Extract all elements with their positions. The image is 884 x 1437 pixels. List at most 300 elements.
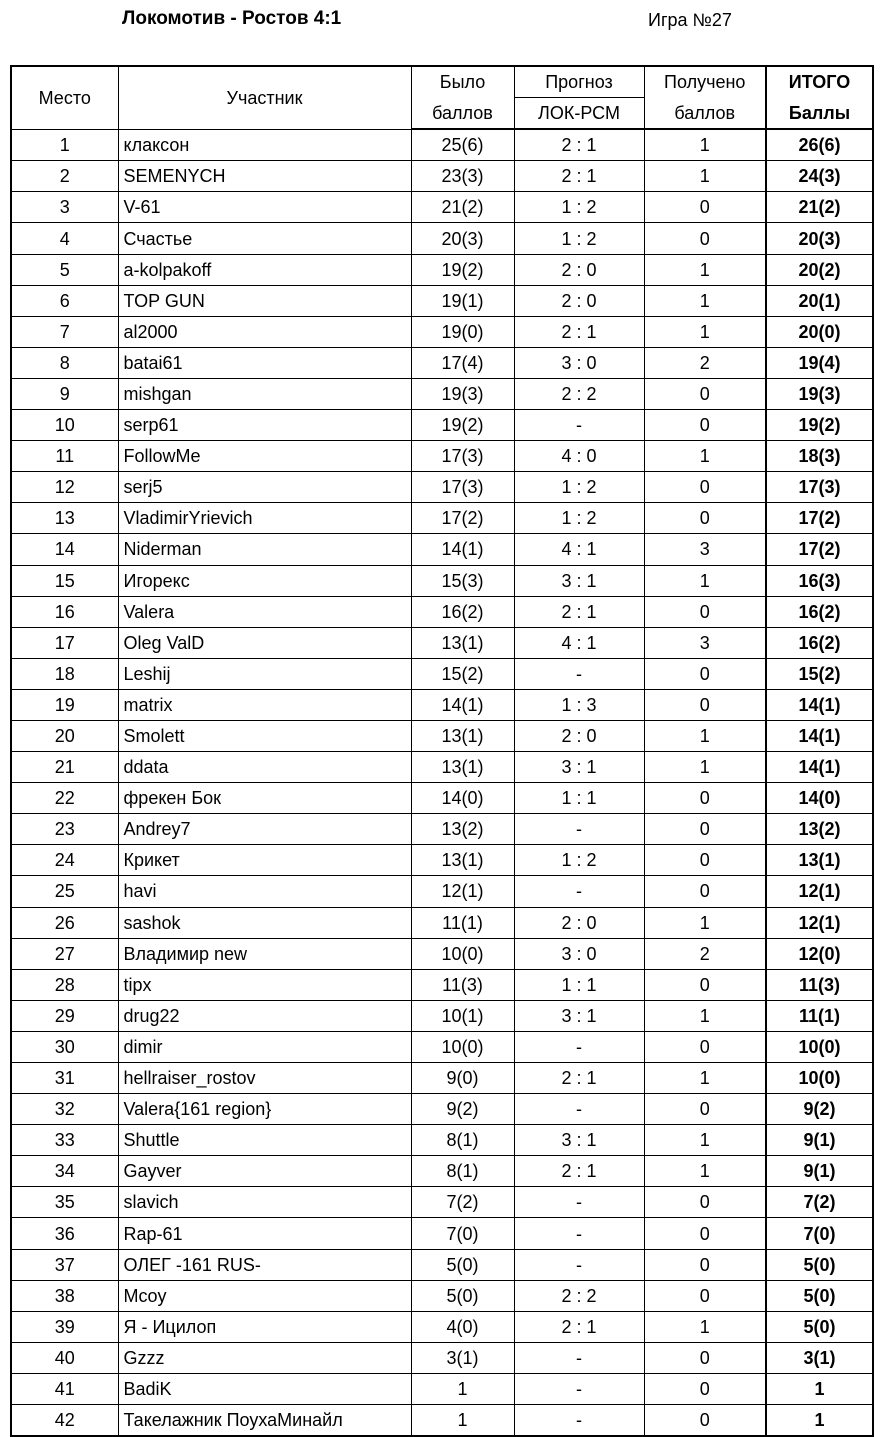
- table-row: [11, 192, 873, 223]
- was-points-cell: 7(2): [411, 1187, 514, 1218]
- received-points-cell: 0: [644, 503, 766, 534]
- place-cell: 33: [11, 1125, 118, 1156]
- received-points-cell: 0: [644, 1280, 766, 1311]
- forecast-cell: 2 : 1: [514, 1063, 644, 1094]
- header-forecast-line1: Прогноз: [514, 66, 644, 98]
- received-points-cell: 1: [644, 254, 766, 285]
- received-points-cell: 2: [644, 347, 766, 378]
- header-was-line2: баллов: [411, 98, 514, 130]
- forecast-cell: 1 : 3: [514, 689, 644, 720]
- table-row: [11, 316, 873, 347]
- total-points-cell: 5(0): [766, 1280, 873, 1311]
- table-row: [11, 223, 873, 254]
- total-points-cell: 14(1): [766, 752, 873, 783]
- received-points-cell: 0: [644, 1094, 766, 1125]
- received-points-cell: 0: [644, 845, 766, 876]
- total-points-cell: 1: [766, 1373, 873, 1404]
- participant-cell: Shuttle: [118, 1125, 411, 1156]
- participant-cell: Valera{161 region}: [118, 1094, 411, 1125]
- participant-cell: Gzzz: [118, 1342, 411, 1373]
- participant-cell: фрекен Бок: [118, 783, 411, 814]
- was-points-cell: 15(2): [411, 658, 514, 689]
- received-points-cell: 0: [644, 192, 766, 223]
- table-row: [11, 285, 873, 316]
- forecast-cell: -: [514, 1094, 644, 1125]
- received-points-cell: 1: [644, 1125, 766, 1156]
- total-points-cell: 16(3): [766, 565, 873, 596]
- header-total-line1: ИТОГО: [766, 66, 873, 98]
- total-points-cell: 14(1): [766, 689, 873, 720]
- total-points-cell: 20(1): [766, 285, 873, 316]
- table-row: [11, 938, 873, 969]
- forecast-cell: 4 : 1: [514, 627, 644, 658]
- was-points-cell: 19(0): [411, 316, 514, 347]
- place-cell: 7: [11, 316, 118, 347]
- received-points-cell: 1: [644, 1156, 766, 1187]
- was-points-cell: 4(0): [411, 1311, 514, 1342]
- received-points-cell: 0: [644, 1249, 766, 1280]
- table-row: [11, 1280, 873, 1311]
- was-points-cell: 14(0): [411, 783, 514, 814]
- received-points-cell: 1: [644, 752, 766, 783]
- total-points-cell: 9(1): [766, 1156, 873, 1187]
- was-points-cell: 10(0): [411, 1031, 514, 1062]
- participant-cell: sashok: [118, 907, 411, 938]
- table-row: [11, 1405, 873, 1437]
- was-points-cell: 9(0): [411, 1063, 514, 1094]
- total-points-cell: 19(2): [766, 410, 873, 441]
- received-points-cell: 0: [644, 596, 766, 627]
- place-cell: 35: [11, 1187, 118, 1218]
- was-points-cell: 13(2): [411, 814, 514, 845]
- forecast-cell: 3 : 0: [514, 347, 644, 378]
- forecast-cell: 2 : 1: [514, 161, 644, 192]
- received-points-cell: 1: [644, 285, 766, 316]
- was-points-cell: 21(2): [411, 192, 514, 223]
- forecast-cell: 2 : 0: [514, 720, 644, 751]
- was-points-cell: 13(1): [411, 627, 514, 658]
- place-cell: 19: [11, 689, 118, 720]
- was-points-cell: 13(1): [411, 845, 514, 876]
- was-points-cell: 7(0): [411, 1218, 514, 1249]
- forecast-cell: -: [514, 1342, 644, 1373]
- participant-cell: mishgan: [118, 378, 411, 409]
- total-points-cell: 18(3): [766, 441, 873, 472]
- received-points-cell: 0: [644, 876, 766, 907]
- participant-cell: Я - Ицилоп: [118, 1311, 411, 1342]
- table-row: [11, 534, 873, 565]
- forecast-cell: 4 : 1: [514, 534, 644, 565]
- table-row: [11, 1311, 873, 1342]
- forecast-cell: 2 : 0: [514, 907, 644, 938]
- received-points-cell: 3: [644, 534, 766, 565]
- received-points-cell: 0: [644, 1373, 766, 1404]
- table-row: [11, 814, 873, 845]
- participant-cell: Valera: [118, 596, 411, 627]
- forecast-cell: -: [514, 410, 644, 441]
- total-points-cell: 13(1): [766, 845, 873, 876]
- forecast-cell: -: [514, 1249, 644, 1280]
- place-cell: 28: [11, 969, 118, 1000]
- participant-cell: Niderman: [118, 534, 411, 565]
- participant-cell: Leshij: [118, 658, 411, 689]
- place-cell: 6: [11, 285, 118, 316]
- table-row: [11, 347, 873, 378]
- total-points-cell: 12(1): [766, 907, 873, 938]
- was-points-cell: 10(0): [411, 938, 514, 969]
- table-row: [11, 441, 873, 472]
- total-points-cell: 7(2): [766, 1187, 873, 1218]
- table-row: [11, 596, 873, 627]
- total-points-cell: 14(0): [766, 783, 873, 814]
- place-cell: 22: [11, 783, 118, 814]
- standings-body: [11, 129, 873, 1436]
- place-cell: 17: [11, 627, 118, 658]
- table-row: [11, 1156, 873, 1187]
- total-points-cell: 20(2): [766, 254, 873, 285]
- table-row: [11, 503, 873, 534]
- participant-cell: Oleg ValD: [118, 627, 411, 658]
- table-row: [11, 472, 873, 503]
- received-points-cell: 0: [644, 1187, 766, 1218]
- participant-cell: matrix: [118, 689, 411, 720]
- was-points-cell: 17(3): [411, 441, 514, 472]
- place-cell: 40: [11, 1342, 118, 1373]
- total-points-cell: 14(1): [766, 720, 873, 751]
- forecast-cell: 3 : 1: [514, 1125, 644, 1156]
- total-points-cell: 1: [766, 1405, 873, 1437]
- forecast-cell: -: [514, 1405, 644, 1437]
- participant-cell: serp61: [118, 410, 411, 441]
- was-points-cell: 9(2): [411, 1094, 514, 1125]
- was-points-cell: 12(1): [411, 876, 514, 907]
- was-points-cell: 5(0): [411, 1280, 514, 1311]
- participant-cell: TOP GUN: [118, 285, 411, 316]
- header-forecast-line2: ЛОК-РСМ: [514, 98, 644, 130]
- forecast-cell: 2 : 1: [514, 316, 644, 347]
- received-points-cell: 0: [644, 689, 766, 720]
- total-points-cell: 17(2): [766, 503, 873, 534]
- forecast-cell: 2 : 2: [514, 1280, 644, 1311]
- participant-cell: tipx: [118, 969, 411, 1000]
- was-points-cell: 13(1): [411, 752, 514, 783]
- table-row: [11, 565, 873, 596]
- total-points-cell: 16(2): [766, 596, 873, 627]
- forecast-cell: 1 : 2: [514, 223, 644, 254]
- table-row: [11, 1031, 873, 1062]
- was-points-cell: 14(1): [411, 534, 514, 565]
- total-points-cell: 7(0): [766, 1218, 873, 1249]
- participant-cell: клаксон: [118, 129, 411, 161]
- received-points-cell: 1: [644, 1063, 766, 1094]
- place-cell: 31: [11, 1063, 118, 1094]
- participant-cell: VladimirYrievich: [118, 503, 411, 534]
- total-points-cell: 15(2): [766, 658, 873, 689]
- participant-cell: Владимир new: [118, 938, 411, 969]
- was-points-cell: 10(1): [411, 1000, 514, 1031]
- received-points-cell: 0: [644, 1031, 766, 1062]
- total-points-cell: 11(3): [766, 969, 873, 1000]
- place-cell: 25: [11, 876, 118, 907]
- forecast-cell: -: [514, 876, 644, 907]
- was-points-cell: 3(1): [411, 1342, 514, 1373]
- received-points-cell: 0: [644, 472, 766, 503]
- total-points-cell: 26(6): [766, 129, 873, 161]
- place-cell: 14: [11, 534, 118, 565]
- header-was-line1: Было: [411, 66, 514, 98]
- place-cell: 42: [11, 1405, 118, 1437]
- participant-cell: hellraiser_rostov: [118, 1063, 411, 1094]
- participant-cell: Счастье: [118, 223, 411, 254]
- was-points-cell: 16(2): [411, 596, 514, 627]
- received-points-cell: 0: [644, 410, 766, 441]
- participant-cell: BadiK: [118, 1373, 411, 1404]
- total-points-cell: 10(0): [766, 1031, 873, 1062]
- header-received-line2: баллов: [644, 98, 766, 130]
- was-points-cell: 17(4): [411, 347, 514, 378]
- header-total-line2: Баллы: [766, 98, 873, 130]
- participant-cell: ddata: [118, 752, 411, 783]
- participant-cell: Rap-61: [118, 1218, 411, 1249]
- place-cell: 2: [11, 161, 118, 192]
- was-points-cell: 1: [411, 1373, 514, 1404]
- total-points-cell: 13(2): [766, 814, 873, 845]
- total-points-cell: 3(1): [766, 1342, 873, 1373]
- received-points-cell: 1: [644, 129, 766, 161]
- was-points-cell: 19(2): [411, 410, 514, 441]
- total-points-cell: 9(1): [766, 1125, 873, 1156]
- forecast-cell: 2 : 0: [514, 285, 644, 316]
- was-points-cell: 11(3): [411, 969, 514, 1000]
- total-points-cell: 12(0): [766, 938, 873, 969]
- was-points-cell: 19(2): [411, 254, 514, 285]
- participant-cell: V-61: [118, 192, 411, 223]
- table-row: [11, 129, 873, 161]
- place-cell: 10: [11, 410, 118, 441]
- received-points-cell: 1: [644, 565, 766, 596]
- was-points-cell: 15(3): [411, 565, 514, 596]
- participant-cell: a-kolpakoff: [118, 254, 411, 285]
- place-cell: 36: [11, 1218, 118, 1249]
- total-points-cell: 9(2): [766, 1094, 873, 1125]
- table-row: [11, 627, 873, 658]
- was-points-cell: 19(3): [411, 378, 514, 409]
- table-row: [11, 907, 873, 938]
- place-cell: 18: [11, 658, 118, 689]
- received-points-cell: 0: [644, 783, 766, 814]
- participant-cell: Smolett: [118, 720, 411, 751]
- participant-cell: drug22: [118, 1000, 411, 1031]
- place-cell: 4: [11, 223, 118, 254]
- participant-cell: FollowMe: [118, 441, 411, 472]
- total-points-cell: 20(3): [766, 223, 873, 254]
- forecast-cell: 3 : 1: [514, 752, 644, 783]
- total-points-cell: 5(0): [766, 1311, 873, 1342]
- game-number: Игра №27: [648, 10, 732, 30]
- forecast-cell: 1 : 2: [514, 472, 644, 503]
- forecast-cell: 2 : 0: [514, 254, 644, 285]
- received-points-cell: 1: [644, 316, 766, 347]
- place-cell: 20: [11, 720, 118, 751]
- total-points-cell: 12(1): [766, 876, 873, 907]
- table-row: [11, 752, 873, 783]
- place-cell: 3: [11, 192, 118, 223]
- table-row: [11, 1218, 873, 1249]
- forecast-cell: 2 : 1: [514, 1311, 644, 1342]
- total-points-cell: 16(2): [766, 627, 873, 658]
- participant-cell: al2000: [118, 316, 411, 347]
- total-points-cell: 5(0): [766, 1249, 873, 1280]
- place-cell: 12: [11, 472, 118, 503]
- was-points-cell: 1: [411, 1405, 514, 1437]
- forecast-cell: 2 : 1: [514, 1156, 644, 1187]
- place-cell: 34: [11, 1156, 118, 1187]
- was-points-cell: 19(1): [411, 285, 514, 316]
- header-place: Место: [11, 66, 118, 129]
- forecast-cell: -: [514, 814, 644, 845]
- table-row: [11, 1187, 873, 1218]
- was-points-cell: 14(1): [411, 689, 514, 720]
- place-cell: 29: [11, 1000, 118, 1031]
- table-row: [11, 689, 873, 720]
- received-points-cell: 1: [644, 1000, 766, 1031]
- table-row: [11, 1373, 873, 1404]
- place-cell: 32: [11, 1094, 118, 1125]
- place-cell: 23: [11, 814, 118, 845]
- table-row: [11, 1094, 873, 1125]
- table-row: [11, 1063, 873, 1094]
- received-points-cell: 1: [644, 441, 766, 472]
- was-points-cell: 20(3): [411, 223, 514, 254]
- received-points-cell: 1: [644, 720, 766, 751]
- forecast-cell: 2 : 1: [514, 596, 644, 627]
- received-points-cell: 1: [644, 161, 766, 192]
- was-points-cell: 8(1): [411, 1156, 514, 1187]
- received-points-cell: 0: [644, 378, 766, 409]
- total-points-cell: 17(3): [766, 472, 873, 503]
- forecast-cell: 2 : 1: [514, 129, 644, 161]
- forecast-cell: 3 : 0: [514, 938, 644, 969]
- place-cell: 9: [11, 378, 118, 409]
- forecast-cell: 1 : 2: [514, 503, 644, 534]
- was-points-cell: 5(0): [411, 1249, 514, 1280]
- participant-cell: dimir: [118, 1031, 411, 1062]
- header-received-line1: Получено: [644, 66, 766, 98]
- forecast-cell: -: [514, 1218, 644, 1249]
- was-points-cell: 8(1): [411, 1125, 514, 1156]
- participant-cell: Крикет: [118, 845, 411, 876]
- participant-cell: ОЛЕГ -161 RUS-: [118, 1249, 411, 1280]
- place-cell: 39: [11, 1311, 118, 1342]
- received-points-cell: 3: [644, 627, 766, 658]
- place-cell: 30: [11, 1031, 118, 1062]
- standings-table: [10, 65, 874, 1437]
- place-cell: 37: [11, 1249, 118, 1280]
- received-points-cell: 1: [644, 1311, 766, 1342]
- place-cell: 1: [11, 129, 118, 161]
- total-points-cell: 21(2): [766, 192, 873, 223]
- participant-cell: Andrey7: [118, 814, 411, 845]
- participant-cell: SEMENYCH: [118, 161, 411, 192]
- forecast-cell: 2 : 2: [514, 378, 644, 409]
- table-row: [11, 720, 873, 751]
- table-row: [11, 254, 873, 285]
- received-points-cell: 0: [644, 814, 766, 845]
- table-row: [11, 783, 873, 814]
- total-points-cell: 19(4): [766, 347, 873, 378]
- total-points-cell: 19(3): [766, 378, 873, 409]
- was-points-cell: 11(1): [411, 907, 514, 938]
- forecast-cell: 1 : 1: [514, 783, 644, 814]
- received-points-cell: 0: [644, 1218, 766, 1249]
- received-points-cell: 1: [644, 907, 766, 938]
- place-cell: 11: [11, 441, 118, 472]
- table-row: [11, 1342, 873, 1373]
- participant-cell: Gayver: [118, 1156, 411, 1187]
- was-points-cell: 17(3): [411, 472, 514, 503]
- forecast-cell: -: [514, 1373, 644, 1404]
- participant-cell: Такелажник ПоухаМинайл: [118, 1405, 411, 1437]
- forecast-cell: -: [514, 658, 644, 689]
- forecast-cell: 1 : 2: [514, 845, 644, 876]
- received-points-cell: 0: [644, 1405, 766, 1437]
- received-points-cell: 0: [644, 1342, 766, 1373]
- total-points-cell: 20(0): [766, 316, 873, 347]
- place-cell: 24: [11, 845, 118, 876]
- received-points-cell: 0: [644, 969, 766, 1000]
- was-points-cell: 17(2): [411, 503, 514, 534]
- received-points-cell: 2: [644, 938, 766, 969]
- forecast-cell: 3 : 1: [514, 565, 644, 596]
- match-title: Локомотив - Ростов 4:1: [122, 8, 342, 29]
- table-row: [11, 410, 873, 441]
- place-cell: 5: [11, 254, 118, 285]
- participant-cell: Mcoy: [118, 1280, 411, 1311]
- participant-cell: slavich: [118, 1187, 411, 1218]
- forecast-cell: 3 : 1: [514, 1000, 644, 1031]
- received-points-cell: 0: [644, 658, 766, 689]
- table-row: [11, 161, 873, 192]
- table-row: [11, 658, 873, 689]
- table-row: [11, 1249, 873, 1280]
- table-row: [11, 1000, 873, 1031]
- total-points-cell: 17(2): [766, 534, 873, 565]
- place-cell: 21: [11, 752, 118, 783]
- forecast-cell: -: [514, 1187, 644, 1218]
- place-cell: 41: [11, 1373, 118, 1404]
- place-cell: 13: [11, 503, 118, 534]
- total-points-cell: 10(0): [766, 1063, 873, 1094]
- header-participant: Участник: [118, 66, 411, 129]
- table-row: [11, 1125, 873, 1156]
- total-points-cell: 24(3): [766, 161, 873, 192]
- place-cell: 15: [11, 565, 118, 596]
- table-row: [11, 378, 873, 409]
- table-row: [11, 969, 873, 1000]
- total-points-cell: 11(1): [766, 1000, 873, 1031]
- forecast-cell: 1 : 2: [514, 192, 644, 223]
- place-cell: 8: [11, 347, 118, 378]
- table-row: [11, 876, 873, 907]
- participant-cell: havi: [118, 876, 411, 907]
- forecast-cell: 1 : 1: [514, 969, 644, 1000]
- table-row: [11, 845, 873, 876]
- received-points-cell: 0: [644, 223, 766, 254]
- place-cell: 26: [11, 907, 118, 938]
- participant-cell: Игорекс: [118, 565, 411, 596]
- forecast-cell: 4 : 0: [514, 441, 644, 472]
- participant-cell: serj5: [118, 472, 411, 503]
